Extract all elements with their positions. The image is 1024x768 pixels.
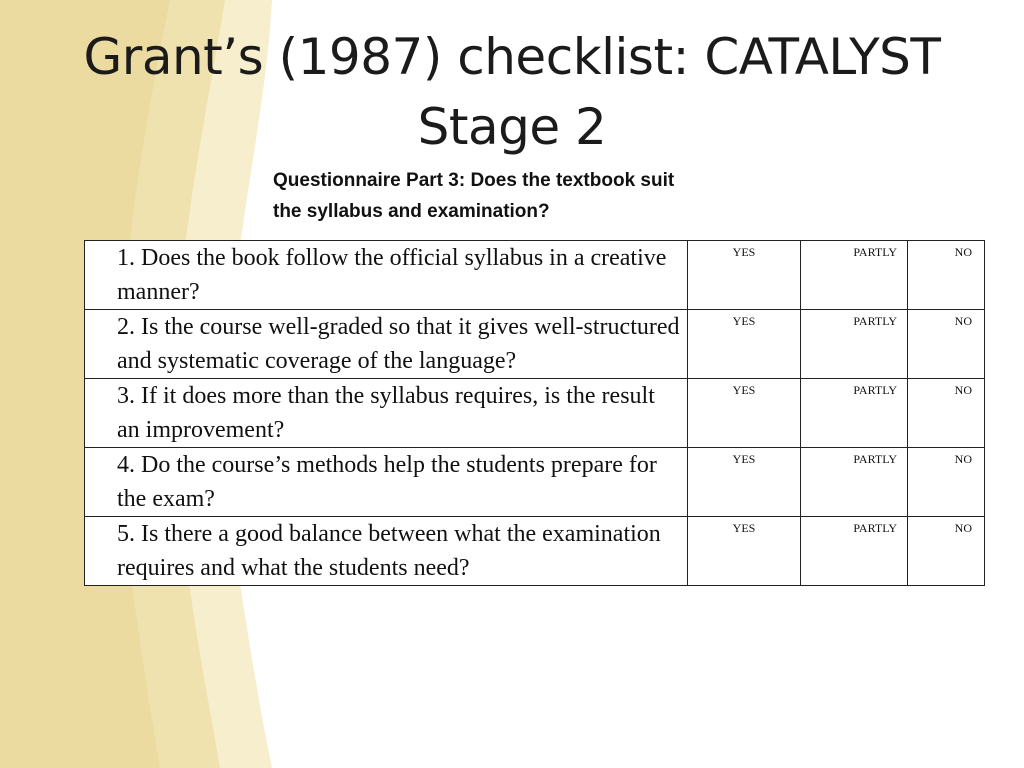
answer-yes-label: YES	[732, 314, 756, 328]
answer-partly-label: PARTLY	[853, 245, 897, 259]
answer-partly-cell[interactable]	[801, 379, 908, 448]
answer-partly-label: PARTLY	[853, 314, 897, 328]
table-row	[85, 379, 985, 448]
answer-yes-label: YES	[732, 521, 756, 535]
question-cell: 2. Is the course well-graded so that it gives well-structured and systematic coverage of the language?	[85, 310, 688, 379]
answer-yes-cell[interactable]	[688, 379, 801, 448]
answer-no-label: NO	[954, 383, 972, 397]
answer-partly-cell[interactable]	[801, 241, 908, 310]
answer-yes-label: YES	[732, 245, 756, 259]
answer-yes-cell[interactable]	[688, 310, 801, 379]
answer-yes-label: YES	[732, 383, 756, 397]
table-row	[85, 241, 985, 310]
question-cell: 1. Does the book follow the official syllabus in a creative manner?	[85, 241, 688, 310]
answer-no-label: NO	[954, 245, 972, 259]
answer-no-cell[interactable]	[908, 310, 985, 379]
slide-subtitle-line-2: the syllabus and examination?	[273, 201, 550, 222]
table-row	[85, 448, 985, 517]
checklist-table	[84, 240, 985, 586]
answer-no-cell[interactable]	[908, 448, 985, 517]
answer-partly-cell[interactable]	[801, 517, 908, 586]
answer-no-label: NO	[954, 521, 972, 535]
answer-no-cell[interactable]	[908, 517, 985, 586]
slide-subtitle-line-1: Questionnaire Part 3: Does the textbook suit	[273, 170, 675, 191]
answer-no-cell[interactable]	[908, 241, 985, 310]
answer-no-label: NO	[954, 452, 972, 466]
answer-no-cell[interactable]	[908, 379, 985, 448]
answer-no-label: NO	[954, 314, 972, 328]
question-cell: 4. Do the course’s methods help the students prepare for the exam?	[85, 448, 688, 517]
slide-title-line-2: Stage 2	[417, 98, 607, 156]
answer-partly-label: PARTLY	[853, 452, 897, 466]
question-cell: 3. If it does more than the syllabus requires, is the result an improvement?	[85, 379, 688, 448]
slide-subtitle	[273, 165, 773, 227]
answer-yes-cell[interactable]	[688, 448, 801, 517]
slide-title	[40, 22, 984, 162]
answer-yes-cell[interactable]	[688, 241, 801, 310]
answer-yes-cell[interactable]	[688, 517, 801, 586]
table-row	[85, 310, 985, 379]
answer-partly-cell[interactable]	[801, 310, 908, 379]
answer-yes-label: YES	[732, 452, 756, 466]
answer-partly-label: PARTLY	[853, 521, 897, 535]
answer-partly-cell[interactable]	[801, 448, 908, 517]
slide-title-line-1: Grant’s (1987) checklist: CATALYST	[83, 28, 941, 86]
question-cell: 5. Is there a good balance between what the examination requires and what the students need?	[85, 517, 688, 586]
table-row	[85, 517, 985, 586]
answer-partly-label: PARTLY	[853, 383, 897, 397]
